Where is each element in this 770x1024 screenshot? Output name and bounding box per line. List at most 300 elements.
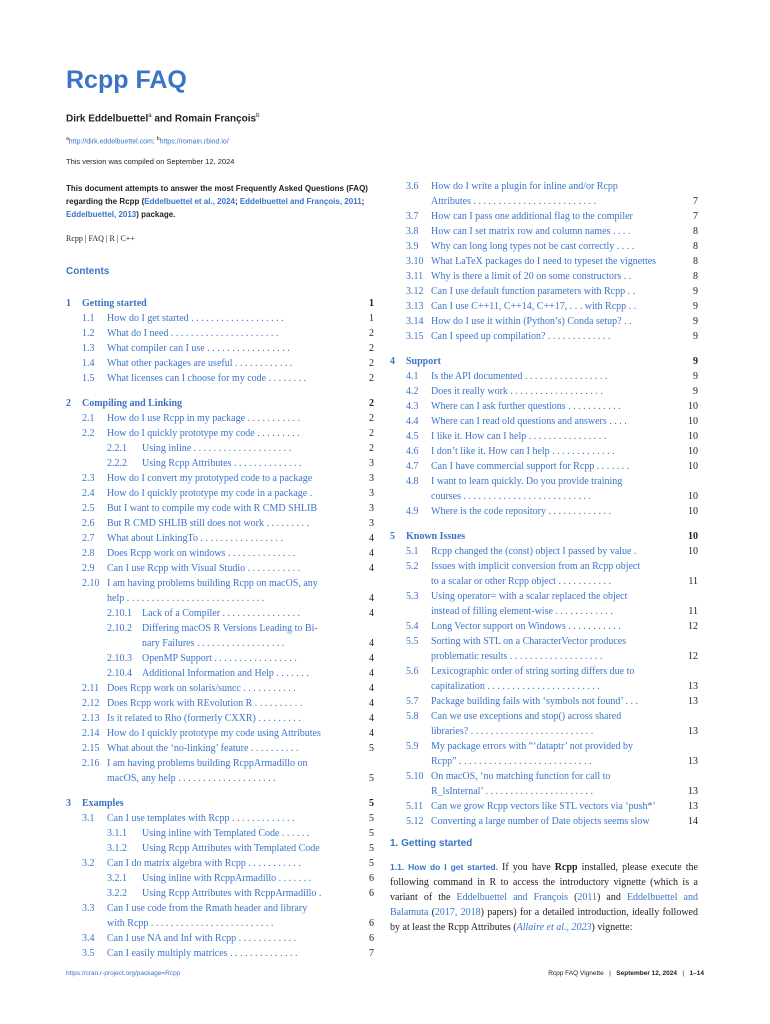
toc-entry[interactable] [390,314,698,329]
toc-entry[interactable] [390,399,698,414]
toc-title: Can I speed up compilation? . . . . . . . . . . . . . [431,331,611,342]
author-2-sup: b [256,113,260,119]
toc-entry[interactable] [66,561,374,576]
toc-page-number: 4 [369,668,374,679]
toc-title: Can I use NA and Inf with Rcpp . . . . . . . . . . . . [107,933,297,944]
toc-entry[interactable] [66,621,374,636]
toc-title: Using Rcpp Attributes . . . . . . . . . . . . . . [142,458,302,469]
body-paragraph [390,860,698,935]
toc-page-number: 3 [369,503,374,514]
toc-number: 1.5 [82,373,95,384]
toc-entry[interactable] [390,459,698,474]
toc-page-number: 3 [369,473,374,484]
toc-number: 2.6 [82,518,95,529]
toc-page-number: 1 [369,298,374,309]
toc-number: 3.1 [82,813,95,824]
toc-title: Where can I ask further questions . . . . . . . . . . . [431,401,621,412]
toc-section-entry[interactable] [390,354,698,369]
toc-entry[interactable] [66,871,374,886]
toc-number: 3.2.1 [107,873,127,884]
toc-entry[interactable] [390,589,698,604]
toc-entry[interactable] [66,811,374,826]
toc-entry[interactable] [66,341,374,356]
toc-title: R_lsInternal’ . . . . . . . . . . . . . . . . . . . . . . [431,786,594,797]
toc-entry[interactable] [390,369,698,384]
toc-title: Does it really work . . . . . . . . . . . . . . . . . . . [431,386,603,397]
toc-page-number: 10 [688,461,698,472]
toc-page-number: 2 [369,343,374,354]
toc-entry[interactable] [390,604,698,619]
toc-title: Using inline with RcppArmadillo . . . . . . . [142,873,312,884]
toc-title: problematic results . . . . . . . . . . . . . . . . . . . [431,651,603,662]
toc-entry[interactable] [390,754,698,769]
toc-page-number: 8 [693,256,698,267]
toc-entry[interactable] [390,224,698,239]
toc-entry[interactable] [390,489,698,504]
toc-entry[interactable] [66,841,374,856]
toc-entry[interactable] [66,666,374,681]
toc-number: 5.10 [406,771,424,782]
toc-number: 3.12 [406,286,424,297]
toc-title: OpenMP Support . . . . . . . . . . . . . . . . . [142,653,297,664]
toc-title: Using inline . . . . . . . . . . . . . . . . . . . . [142,443,292,454]
toc-entry[interactable] [390,559,698,574]
toc-entry[interactable] [66,856,374,871]
toc-number: 5.7 [406,696,419,707]
toc-title: Examples [82,798,124,809]
toc-entry[interactable] [66,486,374,501]
toc-entry[interactable] [390,444,698,459]
toc-number: 3.6 [406,181,419,192]
toc-page-number: 6 [369,888,374,899]
toc-entry[interactable] [390,649,698,664]
toc-title: Package building fails with ‘symbols not found’ . . . [431,696,639,707]
footer-sep-2: | [682,970,685,977]
affil-b-link[interactable]: https://romain.rbind.io/ [159,138,229,146]
toc-title: How do I quickly prototype my code in a package . [107,488,313,499]
toc-page-number: 5 [369,843,374,854]
toc-page-number: 13 [688,681,698,692]
toc-entry[interactable] [390,814,698,829]
toc-number: 2.3 [82,473,95,484]
toc-title: Where is the code repository . . . . . . . . . . . . . [431,506,611,517]
toc-title: macOS, any help . . . . . . . . . . . . . . . . . . . . [107,773,276,784]
toc-entry[interactable] [390,679,698,694]
toc-number: 1.1 [82,313,95,324]
toc-page-number: 2 [369,328,374,339]
toc-page-number: 4 [369,563,374,574]
toc-title: Can I use default function parameters with Rcpp . . [431,286,636,297]
toc-title: Using Rcpp Attributes with Templated Code [142,843,320,854]
toc-title: Is the API documented . . . . . . . . . . . . . . . . . [431,371,608,382]
toc-title: Rcpp” . . . . . . . . . . . . . . . . . . . . . . . . . . . [431,756,592,767]
toc-section-entry[interactable] [66,296,374,311]
toc-title: I am having problems building Rcpp on macOS, any [107,578,318,589]
toc-page-number: 2 [369,373,374,384]
toc-entry[interactable] [66,326,374,341]
toc-entry[interactable] [390,619,698,634]
toc-entry[interactable] [66,946,374,961]
toc-title: Using inline with Templated Code . . . . . . [142,828,310,839]
toc-page-number: 4 [369,728,374,739]
toc-page-number: 13 [688,756,698,767]
affil-a-link[interactable]: http://dirk.eddelbuettel.com; [68,138,155,146]
toc-title: Is it related to Rho (formerly CXXR) . . . . . . . . . [107,713,301,724]
toc-number: 5.4 [406,621,419,632]
toc-number: 1.4 [82,358,95,369]
toc-title: Using Rcpp Attributes with RcppArmadillo . [142,888,322,899]
toc-title: What LaTeX packages do I need to typeset the vignettes [431,256,657,267]
toc-page-number: 12 [688,621,698,632]
toc-section-entry[interactable] [390,529,698,544]
toc-number: 2.10.4 [107,668,132,679]
toc-title: Why can long long types not be cast correctly . . . . [431,241,635,252]
toc-entry[interactable] [66,591,374,606]
toc-entry[interactable] [390,254,698,269]
toc-entry[interactable] [66,411,374,426]
toc-page-number: 10 [688,431,698,442]
toc-title: nary Failures . . . . . . . . . . . . . . . . . . [142,638,285,649]
toc-title: I don’t like it. How can I help . . . . . . . . . . . . . [431,446,615,457]
toc-title: help . . . . . . . . . . . . . . . . . . . . . . . . . . . . [107,593,265,604]
toc-title: How do I write a plugin for inline and/or Rcpp [431,181,618,192]
toc-entry[interactable] [66,531,374,546]
toc-number: 4.7 [406,461,419,472]
toc-number: 3.13 [406,301,424,312]
toc-page-number: 5 [369,773,374,784]
toc-number: 3.11 [406,271,424,282]
toc-title: How do I get started . . . . . . . . . . . . . . . . . . . [107,313,284,324]
toc-number: 2.9 [82,563,95,574]
toc-page-number: 9 [693,371,698,382]
toc-number: 3.10 [406,256,424,267]
toc-number: 4.4 [406,416,419,427]
toc-title: But R CMD SHLIB still does not work . . . . . . . . . [107,518,309,529]
toc-page-number: 6 [369,873,374,884]
toc-title: Sorting with STL on a CharacterVector produces [431,636,627,647]
toc-entry[interactable] [66,826,374,841]
toc-page-number: 6 [369,918,374,929]
toc-title: Can I use code from the Rmath header and library [107,903,308,914]
para-rcpp: Rcpp [554,862,578,873]
toc-title: Issues with implicit conversion from an Rcpp object [431,561,641,572]
toc-title: Where can I read old questions and answers . . . . [431,416,627,427]
toc-page-number: 8 [693,271,698,282]
toc-number: 3.14 [406,316,424,327]
toc-title: Can I easily multiply matrices . . . . . . . . . . . . . . [107,948,298,959]
toc-page-number: 13 [688,726,698,737]
toc-page-number: 4 [369,533,374,544]
toc-title: courses . . . . . . . . . . . . . . . . . . . . . . . . . . [431,491,591,502]
toc-entry[interactable] [390,664,698,679]
toc-entry[interactable] [66,471,374,486]
toc-page-number: 9 [693,316,698,327]
ref-link-5-year[interactable]: 2017, 2018 [434,907,481,918]
toc-entry[interactable] [390,269,698,284]
toc-title: capitalization . . . . . . . . . . . . . . . . . . . . . . . [431,681,600,692]
toc-page-number: 13 [688,786,698,797]
toc-title: Can I do matrix algebra with Rcpp . . . . . . . . . . . [107,858,301,869]
toc-number: 5.9 [406,741,419,752]
toc-page-number: 7 [693,196,698,207]
author-1-sup: a [148,113,152,119]
toc-number: 5.2 [406,561,419,572]
toc-number: 2.2.1 [107,443,127,454]
toc-page-number: 9 [693,356,698,367]
toc-title: What licenses can I choose for my code . . . . . . . . [107,373,307,384]
toc-title: Does Rcpp work on solaris/suncc . . . . . . . . . . . [107,683,296,694]
toc-entry[interactable] [66,636,374,651]
toc-entry[interactable] [390,504,698,519]
ref-link-3[interactable]: Eddelbuettel, 2013 [66,210,137,219]
abstract-sep-1: ; [234,197,240,206]
toc-page-number: 4 [369,683,374,694]
ref-link-6[interactable]: Allaire et al., 2023 [516,922,592,933]
toc-entry[interactable] [66,931,374,946]
toc-entry[interactable] [390,724,698,739]
toc-page-number: 2 [369,428,374,439]
toc-entry[interactable] [390,784,698,799]
toc-number: 4.2 [406,386,419,397]
author-1: Dirk Eddelbuettel [66,113,149,125]
toc-left-column [66,296,374,961]
toc-title: What about the ‘no-linking’ feature . . . . . . . . . . [107,743,299,754]
toc-number: 2.13 [82,713,100,724]
toc-page-number: 9 [693,386,698,397]
toc-page-number: 4 [369,593,374,604]
toc-entry[interactable] [390,474,698,489]
toc-entry[interactable] [390,284,698,299]
toc-title: What do I need . . . . . . . . . . . . . . . . . . . . . . [107,328,279,339]
toc-number: 2.8 [82,548,95,559]
toc-page-number: 2 [369,398,374,409]
toc-entry[interactable] [66,311,374,326]
toc-entry[interactable] [390,739,698,754]
toc-page-number: 1 [369,313,374,324]
toc-title: Can I have commercial support for Rcpp . . . . . . . [431,461,630,472]
toc-page-number: 11 [688,576,698,587]
toc-number: 2.11 [82,683,100,694]
toc-entry[interactable] [390,574,698,589]
toc-title: I am having problems building RcppArmadillo on [107,758,308,769]
toc-title: How can I pass one additional flag to the compiler [431,211,633,222]
toc-entry[interactable] [66,606,374,621]
toc-number: 3.4 [82,933,95,944]
toc-title: What other packages are useful . . . . . . . . . . . . [107,358,293,369]
toc-page-number: 3 [369,488,374,499]
para-text-1: If you have [497,862,555,873]
toc-title: to a scalar or other Rcpp object . . . . . . . . . . . [431,576,611,587]
toc-page-number: 10 [688,491,698,502]
toc-number: 3.8 [406,226,419,237]
toc-page-number: 5 [369,743,374,754]
toc-page-number: 7 [369,948,374,959]
toc-entry[interactable] [66,456,374,471]
toc-entry[interactable] [390,694,698,709]
toc-title: with Rcpp . . . . . . . . . . . . . . . . . . . . . . . . . [107,918,274,929]
toc-entry[interactable] [66,886,374,901]
toc-entry[interactable] [390,799,698,814]
toc-page-number: 4 [369,548,374,559]
toc-number: 4.9 [406,506,419,517]
abstract [66,182,376,221]
toc-entry[interactable] [66,356,374,371]
toc-number: 3.1.1 [107,828,127,839]
toc-page-number: 9 [693,286,698,297]
toc-page-number: 13 [688,801,698,812]
toc-number: 2.14 [82,728,100,739]
toc-number: 3.7 [406,211,419,222]
toc-number: 3.3 [82,903,95,914]
toc-entry[interactable] [390,329,698,344]
toc-number: 4.5 [406,431,419,442]
toc-entry[interactable] [66,771,374,786]
toc-title: What about LinkingTo . . . . . . . . . . . . . . . . . [107,533,283,544]
toc-number: 5.1 [406,546,419,557]
toc-title: Getting started [82,298,147,309]
toc-page-number: 12 [688,651,698,662]
toc-number: 3.15 [406,331,424,342]
toc-title: On macOS, ‘no matching function for call to [431,771,611,782]
toc-section-entry[interactable] [66,396,374,411]
toc-entry[interactable] [390,429,698,444]
toc-page-number: 10 [688,446,698,457]
footer-vignette: Rcpp FAQ Vignette [548,970,604,977]
toc-number: 2.4 [82,488,95,499]
footer-sep-1: | [609,970,611,977]
toc-entry[interactable] [66,711,374,726]
toc-entry[interactable] [66,696,374,711]
toc-number: 1 [66,298,71,309]
toc-number: 5.11 [406,801,424,812]
toc-title: libraries? . . . . . . . . . . . . . . . . . . . . . . . . . [431,726,594,737]
toc-number: 4.8 [406,476,419,487]
toc-page-number: 8 [693,241,698,252]
keywords: Rcpp | FAQ | R | C++ [66,234,135,243]
toc-entry[interactable] [66,426,374,441]
toc-entry[interactable] [390,414,698,429]
toc-entry[interactable] [66,916,374,931]
toc-page-number: 11 [688,606,698,617]
toc-page-number: 4 [369,698,374,709]
toc-entry[interactable] [66,681,374,696]
toc-entry[interactable] [66,901,374,916]
toc-title: Support [406,356,442,367]
toc-number: 3.9 [406,241,419,252]
toc-page-number: 7 [693,211,698,222]
toc-number: 5 [390,531,395,542]
toc-entry[interactable] [390,179,698,194]
para-text-5: ( [428,907,435,918]
toc-entry[interactable] [390,299,698,314]
footer-date: September 12, 2024 [616,970,677,977]
toc-entry[interactable] [66,741,374,756]
toc-section-entry[interactable] [66,796,374,811]
author-2: and Romain François [154,113,257,125]
toc-number: 5.6 [406,666,419,677]
toc-title: Converting a large number of Date objects seems slow [431,816,650,827]
toc-entry[interactable] [390,544,698,559]
toc-entry[interactable] [390,384,698,399]
toc-entry[interactable] [66,371,374,386]
toc-title: Additional Information and Help . . . . . . . [142,668,309,679]
toc-title: Compiling and Linking [82,398,183,409]
toc-title: But I want to compile my code with R CMD SHLIB [107,503,317,514]
toc-page-number: 10 [688,531,698,542]
toc-number: 2.15 [82,743,100,754]
toc-entry[interactable] [390,769,698,784]
toc-page-number: 9 [693,331,698,342]
toc-number: 2.2.2 [107,458,127,469]
toc-page-number: 5 [369,828,374,839]
ref-link-1[interactable]: Eddelbuettel et al., 2024 [144,197,235,206]
toc-title: Lexicographic order of string sorting differs due to [431,666,635,677]
toc-title: Can we use exceptions and stop() across shared [431,711,622,722]
toc-page-number: 10 [688,401,698,412]
toc-number: 3 [66,798,71,809]
section-heading: 1. Getting started [390,838,473,849]
toc-page-number: 2 [369,413,374,424]
toc-entry[interactable] [66,441,374,456]
ref-link-2[interactable]: Eddelbuettel and François, 2011 [239,197,362,206]
toc-page-number: 9 [693,301,698,312]
footer-url-link[interactable]: https://cran.r-project.org/package=Rcpp [66,970,181,977]
toc-entry[interactable] [66,756,374,771]
toc-entry[interactable] [66,576,374,591]
affiliations [66,136,229,145]
toc-number: 2 [66,398,71,409]
toc-title: Does Rcpp work with REvolution R . . . . . . . . . . [107,698,303,709]
toc-title: Does Rcpp work on windows . . . . . . . . . . . . . . [107,548,296,559]
toc-title: instead of filling element-wise . . . . . . . . . . . . [431,606,613,617]
toc-entry[interactable] [390,209,698,224]
ref-link-4-year[interactable]: 2011 [577,892,598,903]
toc-title: What compiler can I use . . . . . . . . . . . . . . . . . [107,343,290,354]
toc-title: How do I use it within (Python’s) Conda setup? . . [431,316,632,327]
ref-link-5[interactable]: Eddelbuettel and Balamuta [390,892,698,918]
toc-entry[interactable] [66,726,374,741]
toc-entry[interactable] [390,634,698,649]
toc-page-number: 14 [688,816,698,827]
toc-entry[interactable] [66,501,374,516]
toc-page-number: 10 [688,546,698,557]
toc-entry[interactable] [390,239,698,254]
ref-link-4[interactable]: Eddelbuettel and François [456,892,569,903]
toc-entry[interactable] [66,516,374,531]
toc-number: 2.2 [82,428,95,439]
toc-title: Can I use templates with Rcpp . . . . . . . . . . . . . [107,813,295,824]
para-text-3: ( [568,892,578,903]
toc-entry[interactable] [390,709,698,724]
para-text-2: installed, please execute the following command in R to access the introductory vignette (which is a variant of the [390,862,698,903]
abstract-text-2: ) package. [136,210,176,219]
toc-page-number: 3 [369,458,374,469]
abstract-text-1: This document attempts to answer the most Frequently Asked Questions (FAQ) regarding the Rcpp ( [66,184,368,206]
toc-title: Differing macOS R Versions Leading to Bi- [142,623,318,634]
toc-title: Known Issues [406,531,466,542]
toc-entry[interactable] [66,651,374,666]
affil-b-sup: b [156,136,160,142]
toc-number: 2.1 [82,413,95,424]
toc-entry[interactable] [66,546,374,561]
toc-page-number: 4 [369,638,374,649]
toc-title: I want to learn quickly. Do you provide training [431,476,623,487]
toc-title: I like it. How can I help . . . . . . . . . . . . . . . . [431,431,607,442]
toc-title: Long Vector support on Windows . . . . . . . . . . . [431,621,621,632]
toc-number: 2.12 [82,698,100,709]
contents-heading: Contents [66,266,110,277]
toc-entry[interactable] [390,194,698,209]
